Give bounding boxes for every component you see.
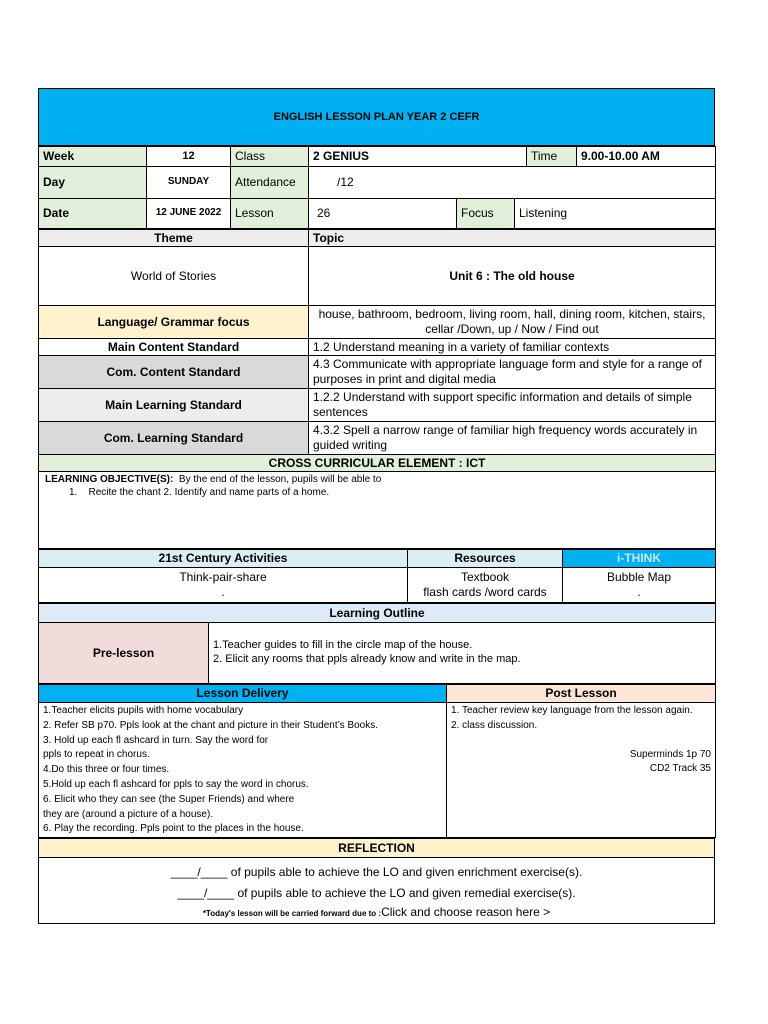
ithink-value[interactable]: Bubble Map .	[563, 568, 716, 603]
attendance-label: Attendance	[231, 167, 309, 199]
cross-curricular-element[interactable]: CROSS CURRICULAR ELEMENT : ICT	[39, 455, 716, 472]
com-content-standard-label: Com. Content Standard	[39, 356, 309, 389]
post-lesson-content[interactable]: 1. Teacher review key language from the lesson again. 2. class discussion. Superminds 1p 70 CD2 Track 35	[447, 703, 716, 838]
theme-label: Theme	[39, 230, 309, 247]
theme-value[interactable]: World of Stories	[39, 247, 309, 306]
focus-value[interactable]: Listening	[515, 199, 716, 229]
com-learning-standard-label: Com. Learning Standard	[39, 422, 309, 455]
objective-label: LEARNING OBJECTIVE(S):	[45, 474, 174, 485]
grammar-value[interactable]: house, bathroom, bedroom, living room, hall, dining room, kitchen, stairs, cellar /Down, up / Now / Find out	[309, 306, 716, 339]
c21-activity-value[interactable]: Think-pair-share .	[39, 568, 408, 603]
reflection-table	[38, 838, 715, 924]
reflection-content[interactable]: ____/____ of pupils able to achieve the LO and given enrichment exercise(s). ____/____ of pupils able to achieve the LO and given remedial exercise(s). *Today's lesson will be carried forward due to :Click and choose reason here >	[39, 858, 715, 924]
activities-table	[38, 549, 716, 603]
c21-activities-label: 21st Century Activities	[39, 550, 408, 568]
content-table	[38, 229, 716, 549]
time-label: Time	[527, 147, 577, 167]
carry-forward-note: *Today's lesson will be carried forward due to :	[202, 909, 382, 919]
lesson-delivery-label: Lesson Delivery	[39, 685, 447, 703]
lesson-delivery-content[interactable]: 1.Teacher elicits pupils with home vocabulary 2. Refer SB p70. Ppls look at the chant and picture in their Student’s Books. 3. Hold up each fl ashcard in turn. Say the word for ppls to repeat in chorus. 4.Do this three or four times. 5.Hold up each fl ashcard for ppls to say the word in chorus. 6. Elicit who they can see (the Super Friends) and where they are (around a picture of a house). 6. Play the recording. Ppls point to the places in the house.	[39, 703, 447, 838]
date-value[interactable]: 12 JUNE 2022	[147, 199, 231, 229]
lesson-plan-sheet	[38, 88, 715, 924]
delivery-table	[38, 684, 716, 838]
com-learning-standard-value[interactable]: 4.3.2 Spell a narrow range of familiar high frequency words accurately in guided writing	[309, 422, 716, 455]
outline-table	[38, 603, 716, 684]
resources-label: Resources	[408, 550, 563, 568]
post-lesson-label: Post Lesson	[447, 685, 716, 703]
main-learning-standard-value[interactable]: 1.2.2 Understand with support specific information and details of simple sentences	[309, 389, 716, 422]
day-value[interactable]: SUNDAY	[147, 167, 231, 199]
com-content-standard-value[interactable]: 4.3 Communicate with appropriate language form and style for a range of purposes in print and digital media	[309, 356, 716, 389]
reflection-label: REFLECTION	[39, 839, 715, 858]
objective-item-number: 1.	[69, 486, 78, 498]
pre-lesson-label: Pre-lesson	[39, 623, 209, 684]
main-content-standard-label: Main Content Standard	[39, 339, 309, 356]
resources-value[interactable]: Textbook flash cards /word cards	[408, 568, 563, 603]
ithink-label: i-THINK	[563, 550, 716, 568]
week-value[interactable]: 12	[147, 147, 231, 167]
learning-outline-label: Learning Outline	[39, 604, 716, 623]
attendance-value[interactable]: /12	[309, 167, 716, 199]
grammar-label: Language/ Grammar focus	[39, 306, 309, 339]
week-label: Week	[39, 147, 147, 167]
topic-label: Topic	[309, 230, 716, 247]
page-title: ENGLISH LESSON PLAN YEAR 2 CEFR	[38, 88, 715, 146]
day-label: Day	[39, 167, 147, 199]
lesson-value[interactable]: 26	[309, 199, 457, 229]
topic-value[interactable]: Unit 6 : The old house	[309, 247, 716, 306]
main-learning-standard-label: Main Learning Standard	[39, 389, 309, 422]
objective-items: Recite the chant 2. Identify and name parts of a home.	[88, 486, 330, 498]
header-table	[38, 146, 716, 229]
main-content-standard-value[interactable]: 1.2 Understand meaning in a variety of familiar contexts	[309, 339, 716, 356]
class-label: Class	[231, 147, 309, 167]
choose-reason-dropdown[interactable]: Click and choose reason here >	[381, 905, 551, 920]
pre-lesson-content[interactable]: 1.Teacher guides to fill in the circle map of the house. 2. Elicit any rooms that ppls already know and write in the map.	[209, 623, 716, 684]
objective-intro: By the end of the lesson, pupils will be able to	[178, 474, 382, 485]
class-value[interactable]: 2 GENIUS	[309, 147, 527, 167]
time-value[interactable]: 9.00-10.00 AM	[577, 147, 716, 167]
lesson-label: Lesson	[231, 199, 309, 229]
focus-label: Focus	[457, 199, 515, 229]
learning-objective[interactable]	[39, 472, 716, 549]
date-label: Date	[39, 199, 147, 229]
